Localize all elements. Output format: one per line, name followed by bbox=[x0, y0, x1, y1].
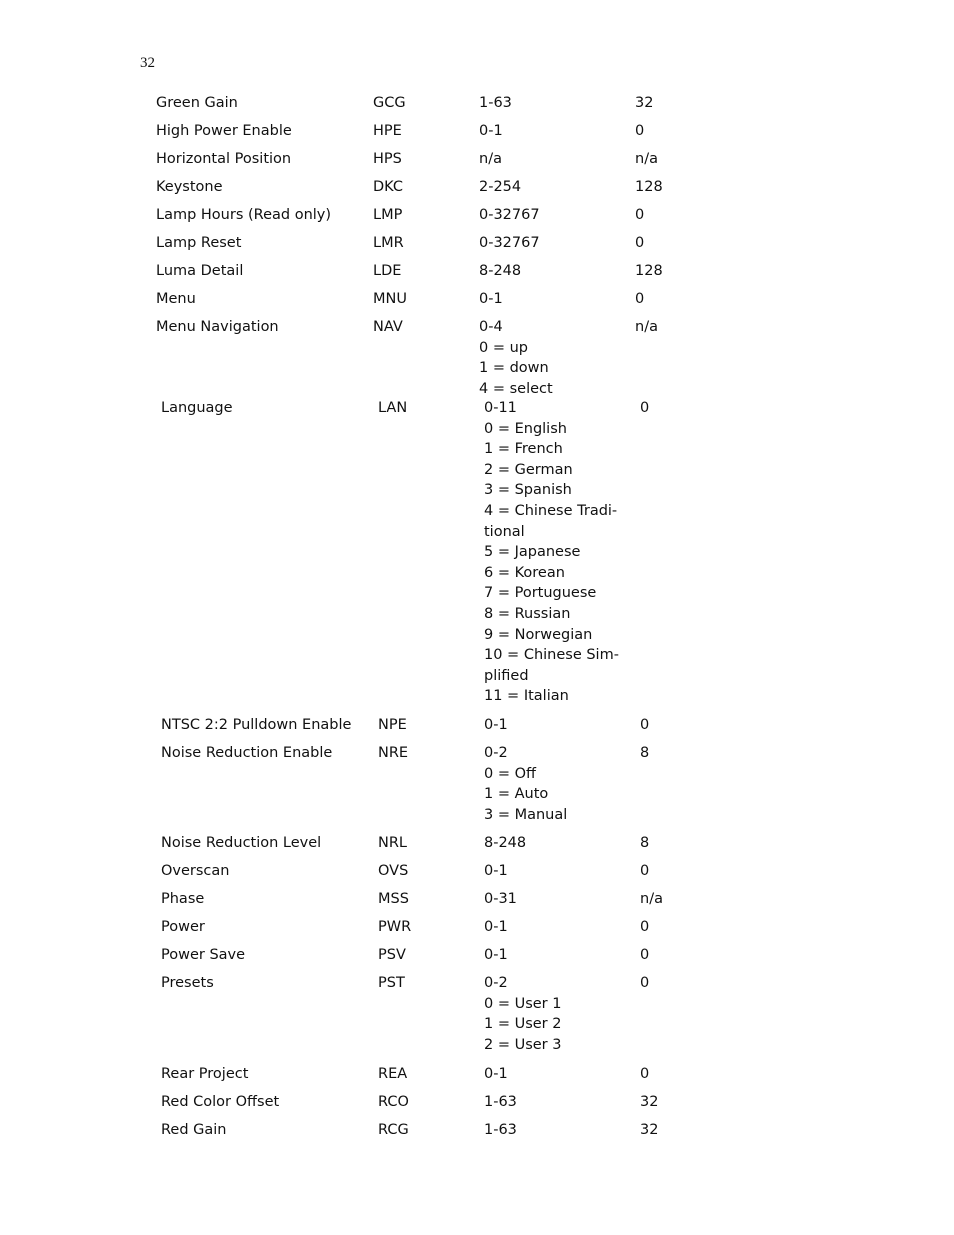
command-code: MNU bbox=[373, 291, 407, 307]
command-name: NTSC 2:2 Pulldown Enable bbox=[161, 717, 352, 733]
command-default: n/a bbox=[635, 319, 658, 335]
range-line: 1 = Auto bbox=[484, 786, 549, 803]
range-line: 0-32767 bbox=[479, 207, 540, 223]
command-code: LMP bbox=[373, 207, 403, 223]
page-number: 32 bbox=[140, 55, 155, 71]
range-line: 3 = Manual bbox=[484, 806, 568, 823]
range-line: 0-1 bbox=[484, 947, 508, 963]
command-name: Red Color Offset bbox=[161, 1094, 280, 1110]
command-default: 0 bbox=[635, 207, 645, 223]
range-line: 3 = Spanish bbox=[484, 482, 572, 499]
command-code: NAV bbox=[373, 319, 403, 335]
command-name: Rear Project bbox=[161, 1066, 249, 1082]
range-line: 11 = Italian bbox=[484, 688, 569, 705]
range-line: 6 = Korean bbox=[484, 564, 565, 581]
command-default: 0 bbox=[640, 975, 650, 991]
command-code: PSV bbox=[378, 947, 406, 963]
command-range bbox=[479, 93, 512, 114]
command-code: HPS bbox=[373, 151, 402, 167]
command-name: Noise Reduction Enable bbox=[161, 745, 333, 761]
command-range bbox=[484, 715, 508, 736]
command-range bbox=[484, 889, 517, 910]
command-name: Green Gain bbox=[156, 95, 238, 111]
command-default: n/a bbox=[640, 891, 663, 907]
command-default: n/a bbox=[635, 151, 658, 167]
command-range bbox=[479, 317, 553, 399]
command-code: REA bbox=[378, 1066, 408, 1082]
range-line: 4 = select bbox=[479, 380, 553, 397]
range-line: 9 = Norwegian bbox=[484, 626, 593, 643]
command-default: 0 bbox=[640, 1066, 650, 1082]
range-line: 0-1 bbox=[479, 123, 503, 139]
command-range bbox=[479, 205, 540, 226]
command-code: RCO bbox=[378, 1094, 409, 1110]
command-default: 0 bbox=[640, 947, 650, 963]
command-name: Menu Navigation bbox=[156, 319, 279, 335]
range-line: 1-63 bbox=[484, 1094, 517, 1110]
range-line: 2 = User 3 bbox=[484, 1036, 562, 1053]
range-line: n/a bbox=[479, 151, 502, 167]
range-line: 0 = up bbox=[479, 339, 528, 356]
command-default: 32 bbox=[635, 95, 654, 111]
range-line: 5 = Japanese bbox=[484, 544, 581, 561]
range-line: tional bbox=[484, 523, 525, 540]
range-line: 8-248 bbox=[479, 263, 522, 279]
command-range bbox=[479, 177, 521, 198]
command-default: 0 bbox=[640, 717, 650, 733]
command-name: Luma Detail bbox=[156, 263, 244, 279]
command-code: NRE bbox=[378, 745, 409, 761]
range-line: 4 = Chinese Tradi- bbox=[484, 502, 618, 519]
command-default: 8 bbox=[640, 745, 650, 761]
command-range bbox=[484, 833, 526, 854]
command-range bbox=[484, 945, 508, 966]
command-code: GCG bbox=[373, 95, 406, 111]
range-line: 10 = Chinese Sim- bbox=[484, 647, 619, 664]
command-name: Red Gain bbox=[161, 1122, 227, 1138]
command-name: Horizontal Position bbox=[156, 151, 292, 167]
command-default: 32 bbox=[640, 1122, 659, 1138]
range-line: 0-11 bbox=[484, 400, 517, 416]
range-line: 1-63 bbox=[479, 95, 512, 111]
command-range bbox=[484, 917, 508, 938]
command-default: 0 bbox=[640, 919, 650, 935]
range-line: 2-254 bbox=[479, 179, 522, 195]
command-default: 0 bbox=[640, 863, 650, 879]
command-code: PWR bbox=[378, 919, 412, 935]
command-name: Phase bbox=[161, 891, 205, 907]
range-line: 0-1 bbox=[484, 919, 508, 935]
range-line: 0-32767 bbox=[479, 235, 540, 251]
command-code: NRL bbox=[378, 835, 407, 851]
command-name: Language bbox=[161, 400, 233, 416]
command-name: Power bbox=[161, 919, 205, 935]
command-name: Lamp Hours (Read only) bbox=[156, 207, 332, 223]
range-line: 0-1 bbox=[484, 1066, 508, 1082]
command-range bbox=[484, 743, 567, 825]
command-range bbox=[479, 261, 521, 282]
command-range bbox=[479, 121, 503, 142]
command-default: 128 bbox=[635, 263, 663, 279]
range-line: 0-4 bbox=[479, 319, 503, 335]
command-range bbox=[479, 289, 503, 310]
command-code: NPE bbox=[378, 717, 407, 733]
command-name: High Power Enable bbox=[156, 123, 292, 139]
command-range bbox=[484, 973, 561, 1055]
command-code: LAN bbox=[378, 400, 408, 416]
command-default: 0 bbox=[635, 235, 645, 251]
range-line: 0-2 bbox=[484, 975, 508, 991]
command-code: RCG bbox=[378, 1122, 409, 1138]
command-default: 8 bbox=[640, 835, 650, 851]
command-code: OVS bbox=[378, 863, 409, 879]
command-range bbox=[484, 1064, 508, 1085]
command-default: 32 bbox=[640, 1094, 659, 1110]
range-line: 8 = Russian bbox=[484, 605, 571, 622]
range-line: 8-248 bbox=[484, 835, 527, 851]
range-line: 1-63 bbox=[484, 1122, 517, 1138]
range-line: plified bbox=[484, 667, 529, 684]
range-line: 0 = English bbox=[484, 420, 567, 437]
command-name: Presets bbox=[161, 975, 214, 991]
range-line: 0-31 bbox=[484, 891, 517, 907]
range-line: 2 = German bbox=[484, 461, 573, 478]
range-line: 0-1 bbox=[479, 291, 503, 307]
range-line: 0-1 bbox=[484, 863, 508, 879]
range-line: 0 = User 1 bbox=[484, 995, 562, 1012]
range-line: 0 = Off bbox=[484, 765, 536, 782]
command-default: 0 bbox=[640, 400, 650, 416]
command-range bbox=[484, 1120, 517, 1141]
command-code: MSS bbox=[378, 891, 409, 907]
range-line: 1 = French bbox=[484, 441, 563, 458]
command-name: Overscan bbox=[161, 863, 230, 879]
command-range bbox=[484, 398, 619, 707]
command-code: DKC bbox=[373, 179, 404, 195]
command-default: 0 bbox=[635, 291, 645, 307]
command-default: 0 bbox=[635, 123, 645, 139]
command-name: Lamp Reset bbox=[156, 235, 242, 251]
command-name: Power Save bbox=[161, 947, 246, 963]
command-name: Keystone bbox=[156, 179, 223, 195]
command-range bbox=[479, 233, 540, 254]
range-line: 0-1 bbox=[484, 717, 508, 733]
range-line: 7 = Portuguese bbox=[484, 585, 597, 602]
command-name: Noise Reduction Level bbox=[161, 835, 322, 851]
command-default: 128 bbox=[635, 179, 663, 195]
range-line: 0-2 bbox=[484, 745, 508, 761]
command-name: Menu bbox=[156, 291, 196, 307]
command-range bbox=[479, 149, 502, 170]
command-range bbox=[484, 861, 508, 882]
command-range bbox=[484, 1092, 517, 1113]
range-line: 1 = User 2 bbox=[484, 1016, 562, 1033]
command-code: LDE bbox=[373, 263, 402, 279]
command-code: PST bbox=[378, 975, 405, 991]
range-line: 1 = down bbox=[479, 360, 549, 377]
command-code: HPE bbox=[373, 123, 402, 139]
command-code: LMR bbox=[373, 235, 404, 251]
